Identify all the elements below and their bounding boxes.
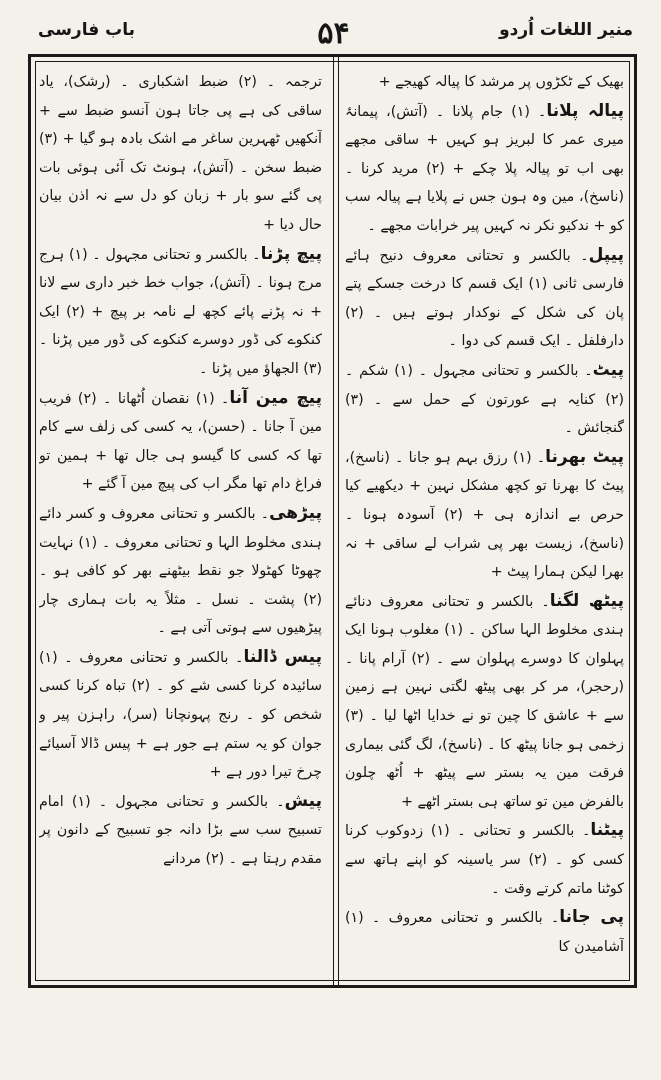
entry-text: ۔ بالکسر و تحتانی مجہول ۔ (۱) امام تسبیح سب سے بڑا دانہ جو تسبیح کے دانون پر مقدم رہتا ہے ۔ (۲) مردانے <box>39 793 322 868</box>
entry-text: ۔ (۱) رزق بہم ہو جانا ۔ (ناسخ)، پیٹ کا بھرنا تو کچھ مشکل نہین + دیکھیے کیا حرص بے اندازہ ہی + (۲) آسودہ ہونا ۔ (ناسخ)، زیست بھر پی شراب لے ساقی + نہ بھرا لیکن ہمارا پیٹ + <box>345 449 624 581</box>
dictionary-entry <box>39 787 322 874</box>
left-column <box>39 67 322 977</box>
entry-text: ۔ بالکسر و تحتانی معروف ۔ (۱) سائیدہ کرنا کسی شے کو ۔ (۲) تباہ کرنا کسی شخص کو ۔ رنج پہونچانا (سر)، راہزن پیر و جوان کو یہ ستم ہے جور ہے + پیس ڈالا آسیائے چرخ تیرا دور ہے + <box>39 649 322 781</box>
text-frame <box>28 54 637 988</box>
dictionary-entry <box>345 443 624 587</box>
entry-headword: پیڑھی <box>269 502 322 523</box>
dictionary-entry <box>345 241 624 356</box>
entry-headword: پیٹنا <box>590 820 624 841</box>
entry-headword: پیس ڈالنا <box>243 646 322 667</box>
entry-headword: پیٹ <box>592 359 624 380</box>
entry-text: بھیک کے ٹکڑوں پر مرشد کا پیالہ کھیجے + <box>378 74 624 90</box>
dictionary-entry <box>39 67 322 240</box>
entry-text: ۔ بالکسر و تحتانی معروف دنیح ہائے فارسی ثانی (۱) ایک قسم کا درخت جسکے پتے پان کی شکل کے نوکدار ہوتے ہیں ۔ (۲) دارفلفل ۔ ایک قسم کی دوا ۔ <box>345 247 624 350</box>
entry-text: ۔ بالکسر و تحتانی معروف دنائے ہندی مخلوط الہا ساکن ۔ (۱) مغلوب ہونا ایک پہلوان کا دوسرے پہلوان سے ۔ (۲) آرام پانا ۔ (رحجر)، مر کر بھی پیٹھ لگتی نہین ہے زمین سے + عاشق کا چین تو نے خدایا اٹھا لیا ۔ (۳) زخمی ہو جانا پیٹھ کا ۔ (ناسخ)، لگ گئی بیماری فرقت مین یہ بستر سے پیٹھ + اُٹھ چلون بالفرض مین تو ساتھ ہی بستر اٹھے + <box>345 593 624 810</box>
entry-text: ۔ (۱) جام پلانا ۔ (آتش)، پیمانۂ میری عمر کا لبریز ہو کہیں + ساقی مجھے بھی اب تو پیالہ پلا چکے + (۲) مرید کرنا ۔ (ناسخ)، مین وہ ہون جس نے پلایا ہے پیالہ سب کو + ندکیو نکر نہ کہیں پیر خرابات مجھے ۔ <box>345 103 624 234</box>
dictionary-entry <box>39 240 322 384</box>
entry-headword: پیش <box>284 790 322 811</box>
page-header <box>28 16 639 54</box>
entry-headword: پیپل <box>588 244 624 265</box>
dictionary-entry <box>39 499 322 643</box>
entry-headword: پیٹ بھرنا <box>545 446 624 467</box>
entry-text: ۔ بالکسر و تحتانی معروف ۔ (۱) آشامیدن کا <box>345 910 624 955</box>
entry-text: ۔ بالکسر و تحتانی مجہول ۔ (۱) ہرج مرج ہونا ۔ (آتش)، جواب خط خبر داری سے لانا + نہ پڑنے پائے کچھ لے نامہ بر پیچ + (۲) ایک کنکوے کی ڈور دوسرے کنکوے کی ڈور میں پڑنا ۔ (۳) الجھاؤ میں پڑنا ۔ <box>39 246 322 377</box>
entry-text: ۔ بالکسر و تحتانی ۔ (۱) زدوکوب کرنا کسی کو ۔ (۲) سر یاسینہ کو اپنے ہاتھ سے کوٹنا ماتم کرتے وقت ۔ <box>345 823 624 897</box>
dictionary-entry <box>345 97 624 241</box>
entry-headword: پیالہ پلانا <box>546 100 624 121</box>
dictionary-entry <box>39 643 322 787</box>
dictionary-entry <box>345 67 624 97</box>
entry-text: ۔ (۱) نقصان اُٹھانا ۔ (۲) فریب مین آ جانا ۔ (حسن)، یہ کسی کی زلف سے کام تھا کہ کسی کا گیسو ہی جال تھا + ہمین تو فراغ دام تھا مگر اب کی پیچ مین آ گئے + <box>39 390 322 493</box>
dictionary-entry <box>345 587 624 817</box>
entry-headword: پیچ پڑنا <box>260 243 322 264</box>
dictionary-entry <box>345 903 624 961</box>
page-number: ۵۴ <box>317 16 350 51</box>
column-divider <box>333 57 339 985</box>
entry-headword: پی جانا <box>559 907 624 928</box>
book-title: منیر اللغات اُردو <box>499 20 633 40</box>
entry-text: ۔ بالکسر و تحتانی معروف و کسر دائے ہندی مخلوط الہا و تحتانی معروف ۔ (۱) نہایت چھوٹا کھٹولا جو نقط بیٹھنے بھر کو کافی ہو ۔ (۲) پشت ۔ نسل ۔ مثلاً یہ بات ہماری چار پیڑھیوں سے ہوتی آتی ہے ۔ <box>39 505 322 637</box>
dictionary-entry <box>345 816 624 903</box>
entry-headword: پیچ مین آنا <box>229 387 322 408</box>
dictionary-entry <box>345 356 624 443</box>
entry-headword: پیٹھ لگنا <box>549 590 624 611</box>
dictionary-entry <box>39 384 322 499</box>
entry-text: ترجمہ ۔ (۲) ضبط اشکباری ۔ (رشک)، یاد ساقی کی ہے پی جاتا ہون آنسو ضبط سے + آنکھیں ٹھہرین ساغر مے اشک بادہ ہو گیا + (۳) ضبط سخن ۔ (آتش)، ہونٹ تک آئی ہوئی بات پی گئے سو بار + زبان کو دل سے نہ اذن بیان حال دیا + <box>39 74 322 233</box>
entry-text: ۔ بالکسر و تحتانی مجہول ۔ (۱) شکم ۔ (۲) کنایہ ہے عورتون کے حمل سے ۔ (۳) گنجائش ۔ <box>345 362 624 437</box>
section-title: باب فارسی <box>38 20 135 40</box>
right-column <box>345 67 624 977</box>
